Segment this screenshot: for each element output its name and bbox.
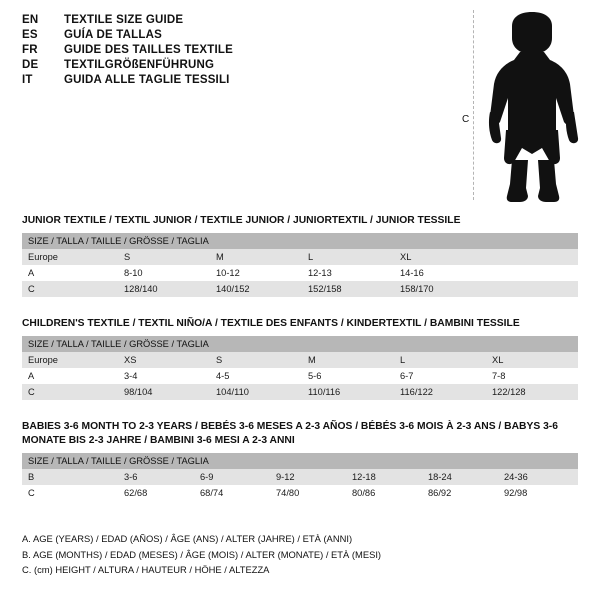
cell: 6-9 [194, 469, 270, 485]
cell: M [210, 249, 302, 265]
row-label: A [22, 265, 118, 281]
measurement-figure [452, 8, 592, 203]
table-band-row [22, 336, 578, 352]
row-label: Europe [22, 352, 118, 368]
language-code-fr: FR [22, 44, 38, 56]
footnotes [22, 531, 578, 578]
cell: 110/116 [302, 384, 394, 400]
footnote-a: A. AGE (YEARS) / EDAD (AÑOS) / ÂGE (ANS) / ALTER (JAHRE) / ETÀ (ANNI) [22, 533, 353, 544]
header-languages [22, 14, 442, 89]
toddler-silhouette [482, 12, 586, 207]
row-label: C [22, 384, 118, 400]
cell: XL [394, 249, 486, 265]
cell: 18-24 [422, 469, 498, 485]
table-row [22, 384, 578, 400]
row-label: C [22, 485, 118, 501]
cell: M [302, 352, 394, 368]
cell: 10-12 [210, 265, 302, 281]
cell: 74/80 [270, 485, 346, 501]
row-label: A [22, 368, 118, 384]
cell: 122/128 [486, 384, 578, 400]
size-table-children [22, 336, 578, 400]
language-code-es: ES [22, 29, 38, 41]
header-title-fr: GUIDE DES TAILLES TEXTILE [64, 44, 233, 56]
table-row [22, 469, 578, 485]
cell: 152/158 [302, 281, 394, 297]
cell: 128/140 [118, 281, 210, 297]
cell-empty [486, 281, 578, 297]
header-row [22, 44, 442, 56]
header-title-it: GUIDA ALLE TAGLIE TESSILI [64, 74, 230, 86]
table-row [22, 368, 578, 384]
cell: 158/170 [394, 281, 486, 297]
cell: 80/86 [346, 485, 422, 501]
section-title-children: CHILDREN'S TEXTILE / TEXTIL NIÑO/A / TEXTILE DES ENFANTS / KINDERTEXTIL / BAMBINI TESSILE [22, 318, 520, 329]
section-title-babies: BABIES 3-6 MONTH TO 2-3 YEARS / BEBÉS 3-6 MESES A 2-3 AÑOS / BÉBÉS 3-6 MOIS À 2-3 ANS / BABYS 3-6 MONATE BIS 2-3 JAHRE / BAMBINI 3-6 MESI A 2-3 ANNI [22, 421, 558, 446]
cell: 86/92 [422, 485, 498, 501]
row-label: Europe [22, 249, 118, 265]
language-code-it: IT [22, 74, 33, 86]
table-band-row [22, 453, 578, 469]
cell: 9-12 [270, 469, 346, 485]
measure-label-c: C [462, 114, 470, 125]
cell: L [302, 249, 394, 265]
header-row [22, 59, 442, 71]
footnote-c: C. (cm) HEIGHT / ALTURA / HAUTEUR / HÖHE / ALTEZZA [22, 564, 270, 576]
cell: 68/74 [194, 485, 270, 501]
table-row [22, 352, 578, 368]
cell: S [118, 249, 210, 265]
cell: XS [118, 352, 210, 368]
cell-empty [486, 249, 578, 265]
cell: 104/110 [210, 384, 302, 400]
size-table-babies [22, 453, 578, 501]
cell: 3-4 [118, 368, 210, 384]
band-label: SIZE / TALLA / TAILLE / GRÖSSE / TAGLIA [22, 453, 578, 469]
language-code-de: DE [22, 59, 39, 71]
table-row [22, 265, 578, 281]
header-title-es: GUÍA DE TALLAS [64, 29, 162, 41]
cell: 92/98 [498, 485, 578, 501]
cell: 98/104 [118, 384, 210, 400]
cell: 62/68 [118, 485, 194, 501]
cell-empty [486, 265, 578, 281]
table-row [22, 485, 578, 501]
size-table-junior [22, 233, 578, 297]
language-code-en: EN [22, 14, 39, 26]
band-label: SIZE / TALLA / TAILLE / GRÖSSE / TAGLIA [22, 336, 578, 352]
cell: 116/122 [394, 384, 486, 400]
cell: L [394, 352, 486, 368]
footnote-b: B. AGE (MONTHS) / EDAD (MESES) / ÂGE (MOIS) / ALTER (MONATE) / ETÀ (MESI) [22, 548, 382, 560]
header-row [22, 74, 442, 86]
cell: 24-36 [498, 469, 578, 485]
cell: 4-5 [210, 368, 302, 384]
cell: 7-8 [486, 368, 578, 384]
cell: 140/152 [210, 281, 302, 297]
header-row [22, 29, 442, 41]
cell: 12-13 [302, 265, 394, 281]
section-title-junior: JUNIOR TEXTILE / TEXTIL JUNIOR / TEXTILE JUNIOR / JUNIORTEXTIL / JUNIOR TESSILE [22, 215, 461, 226]
section-children [22, 317, 578, 400]
cell: 6-7 [394, 368, 486, 384]
cell: XL [486, 352, 578, 368]
cell: S [210, 352, 302, 368]
cell: 5-6 [302, 368, 394, 384]
header-row [22, 14, 442, 26]
table-row [22, 281, 578, 297]
cell: 12-18 [346, 469, 422, 485]
row-label: B [22, 469, 118, 485]
band-label: SIZE / TALLA / TAILLE / GRÖSSE / TAGLIA [22, 233, 578, 249]
cell: 8-10 [118, 265, 210, 281]
section-babies [22, 420, 578, 501]
section-junior [22, 214, 578, 297]
height-measure-line [473, 10, 474, 200]
table-band-row [22, 233, 578, 249]
cell: 14-16 [394, 265, 486, 281]
header-title-en: TEXTILE SIZE GUIDE [64, 14, 184, 26]
header-title-de: TEXTILGRÖßENFÜHRUNG [64, 59, 215, 71]
cell: 3-6 [118, 469, 194, 485]
row-label: C [22, 281, 118, 297]
table-row [22, 249, 578, 265]
